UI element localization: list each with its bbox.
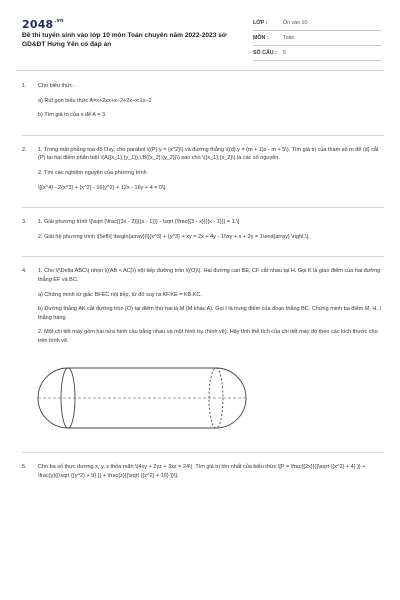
meta-row-count	[253, 46, 381, 61]
question-3	[22, 218, 384, 247]
meta-table	[253, 16, 381, 61]
document-title: Đề thi tuyển sinh vào lớp 10 môn Toán chuyên năm 2022-2023 sở GD&ĐT Hưng Yên có đáp án	[22, 32, 227, 49]
meta-row-class	[253, 16, 381, 31]
question-2	[22, 146, 384, 198]
question-divider	[22, 207, 384, 208]
meta-key: SỐ CÂU :	[253, 50, 277, 56]
question-number: 1.	[22, 83, 27, 89]
question-5	[22, 463, 384, 486]
question-paragraph: 1. Cho \(\Delta ABC\) nhọn \((AB < AC)\) nội tiếp đường tròn \((O)\). Hai đường cao BE, CF cắt nhau tại H. Gọi K là giao điểm của hai đường thẳng EF và BC.	[38, 268, 381, 283]
question-paragraph: \[{x^4} - 2{x^3} + {x^2} - 16{y^2} + 12x - 16y + 4 = 0\].	[38, 184, 167, 191]
meta-value: Ôn vào 10	[283, 20, 308, 26]
logo-suffix: .vn	[54, 18, 64, 24]
header-divider	[16, 70, 384, 71]
question-paragraph: b) Tìm giá trị của x để A = 3.	[38, 112, 107, 119]
meta-value: 5	[283, 50, 286, 56]
question-body	[38, 146, 384, 198]
question-body	[38, 463, 384, 486]
question-paragraph: 2. Tìm các nghiệm nguyên của phương trình	[38, 169, 147, 176]
question-number: 5.	[22, 464, 27, 471]
question-divider	[22, 135, 384, 136]
meta-row-subject	[253, 31, 381, 46]
question-number: 3.	[22, 219, 27, 226]
question-paragraph: Cho biểu thức .	[38, 83, 76, 89]
capsule-figure	[34, 356, 250, 440]
question-paragraph: b) Đường thẳng AK cắt đường tròn (O) tại điểm thứ hai là M (M khác A). Gọi I là trung điểm của đoạn thẳng BC. Chứng minh ba điểm M, H, I thẳng hàng.	[38, 306, 381, 321]
question-number: 4.	[22, 268, 27, 275]
question-divider	[22, 452, 384, 453]
question-4	[22, 267, 384, 443]
meta-value: Toán	[283, 35, 295, 41]
question-paragraph: a) Chứng minh tứ giác BFEC nội tiếp, từ đó suy ra KF.KE = KB.KC.	[38, 291, 203, 298]
question-number: 2.	[22, 146, 27, 153]
question-divider	[22, 256, 384, 257]
question-paragraph: 1. Giải phương trình \[\sqrt {\frac{{3x - 2}}{{x - 1}}} - \sqrt {\frac{{3 - x}}{{x - 1}}} = 1.\]	[38, 219, 240, 226]
question-paragraph: a) Rút gọn biểu thức A=x+2xx+x−2+2x−x:1x−1	[38, 97, 152, 104]
question-paragraph: 2. Một chi tiết máy gồm hai nửa hình cầu bằng nhau và một hình trụ (hình vẽ). Hãy tính thể tích của chi tiết máy đó theo các kích thước cho trên hình vẽ.	[38, 329, 378, 344]
question-body	[38, 267, 384, 443]
question-body	[38, 82, 384, 126]
questions-list	[22, 82, 384, 486]
meta-key: LỚP :	[253, 20, 268, 26]
question-1	[22, 82, 384, 126]
meta-key: MÔN :	[253, 35, 269, 41]
question-paragraph: Cho ba số thực dương x, y, z thỏa mãn \(4xy + 2yz + 3xz = 24\). Tìm giá trị lớn nhất của biểu thức \[P = \frac{{2x}}{{\sqrt {{x^2} + 4} }} + \frac{y}{{\sqrt {{y^2} + 9} }} + \frac{z}{{\sqrt {{z^2} + 16} }}\].	[38, 464, 366, 479]
site-logo[interactable]	[22, 18, 64, 31]
question-paragraph: 1. Trong mặt phẳng tọa độ Oxy, cho parabol \((P):y = {x^2}\) và đường thẳng \((d):y = (m + 1)x - m + 5\). Tìm giá trị của tham số m để (d) cắt (P) tại hai điểm phân biệt \(A({x_1};{y_1}),\,B({x_2};{y_2})\) sao cho \({x_1};{x_2}\) là các số nguyên.	[38, 146, 379, 162]
logo-main: 2048	[22, 18, 54, 31]
question-paragraph: 2. Giải hệ phương trình \[\left\{ \begin{array}{l}{x^3} + {y^3} + xy = 2x + 4y - 1\\xy + x + 2y = 1\end{array} \right.\].	[38, 233, 310, 240]
question-body	[38, 218, 384, 247]
